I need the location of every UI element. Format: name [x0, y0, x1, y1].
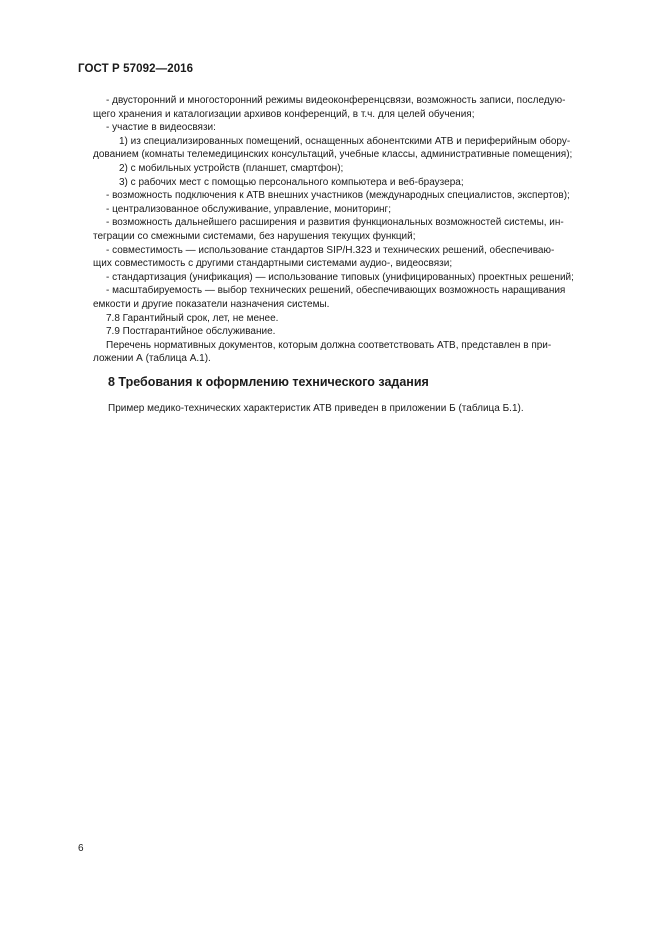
page-number: 6: [78, 843, 84, 854]
text-line: - участие в видеосвязи:: [106, 122, 216, 134]
text-line: Перечень нормативных документов, которым должна соответствовать АТВ, представлен в при-: [106, 339, 552, 351]
text-line: емкости и другие показатели назначения системы.: [93, 298, 330, 310]
text-line: - совместимость — использование стандартов SIP/H.323 и технических решений, обеспечиваю-: [106, 244, 555, 256]
text-line: - централизованное обслуживание, управление, мониторинг;: [106, 203, 391, 215]
text-line: щих совместимость с другими стандартными системами аудио-, видеосвязи;: [93, 258, 453, 270]
section7-body: [93, 94, 584, 366]
text-line: щего хранения и каталогизации архивов конференций, в т.ч. для целей обучения;: [93, 108, 475, 120]
text-line: - стандартизация (унификация) — использование типовых (унифицированных) проектных решений;: [106, 271, 574, 283]
text-line: 7.9 Постгарантийное обслуживание.: [106, 326, 276, 338]
text-line: - масштабируемость — выбор технических решений, обеспечивающих возможность наращивания: [106, 285, 566, 297]
text-line: - возможность дальнейшего расширения и развития функциональных возможностей системы, ин-: [106, 217, 564, 229]
text-line: 2) с мобильных устройств (планшет, смартфон);: [119, 162, 344, 174]
text-line: дованием (комнаты телемедицинских консультаций, учебные классы, административные помещения);: [93, 149, 573, 161]
text-line: 3) с рабочих мест с помощью персонального компьютера и веб-браузера;: [119, 176, 464, 188]
text-line: 1) из специализированных помещений, оснащенных абонентскими АТВ и периферийным обору-: [119, 135, 571, 147]
text-line: 7.8 Гарантийный срок, лет, не менее.: [106, 312, 279, 324]
text-line: - возможность подключения к АТВ внешних участников (международных специалистов, экспертов);: [106, 190, 570, 202]
section-8-paragraph: Пример медико-технических характеристик АТВ приведен в приложении Б (таблица Б.1).: [108, 403, 524, 414]
section-8-heading: 8 Требования к оформлению технического задания: [108, 375, 429, 389]
text-line: - двусторонний и многосторонний режимы видеоконференцсвязи, возможность записи, последую-: [106, 95, 566, 106]
text-line: теграции со смежными системами, без нарушения текущих функций;: [93, 230, 416, 242]
document-id-header: ГОСТ Р 57092—2016: [78, 63, 194, 75]
text-line: ложении А (таблица А.1).: [93, 353, 211, 365]
